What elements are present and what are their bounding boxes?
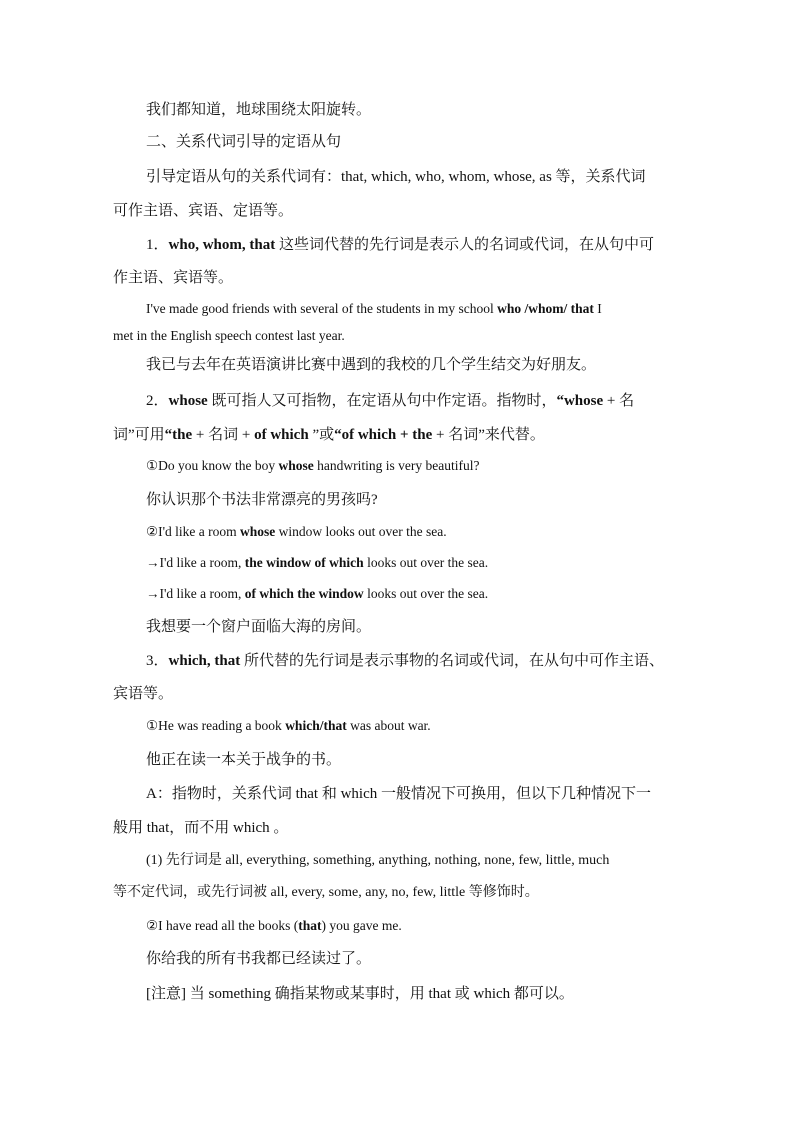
sentence-earth-translation: 我们都知道，地球围绕太阳旋转。 (146, 102, 372, 118)
example-text: window looks out over the sea. (275, 524, 447, 539)
case-1-cont: 等不定代词，或先行词被 all, every, some, any, no, few, little 等修饰时。 (113, 885, 539, 900)
example-text: →I'd like a room, (146, 555, 245, 570)
rule-text: 所代替的先行词是表示事物的名词或代词，在从句中可作主语、 (240, 653, 664, 669)
example-text: ②I have read all the books ( (146, 918, 299, 933)
rule-text: ”或 (308, 427, 335, 443)
paragraph-intro: 引导定语从句的关系代词有：that, which, who, whom, whose, as 等，关系代词 (146, 169, 646, 185)
rule-text: 既可指人又可指物，在定语从句中作定语。指物时， (207, 393, 557, 409)
rule-keyword: “of which + the (334, 427, 433, 443)
example-keyword: the window of which (244, 555, 364, 570)
example-keyword: of which the window (244, 586, 364, 601)
example-sentence (146, 555, 488, 571)
example-text: looks out over the sea. (363, 586, 489, 601)
case-1: (1) 先行词是 all, everything, something, anything, nothing, none, few, little, much (146, 853, 610, 868)
example-sentence-cont: met in the English speech contest last year. (113, 328, 345, 343)
example-translation: 我想要一个窗户面临大海的房间。 (146, 619, 372, 635)
example-sentence (146, 458, 479, 474)
rule-text: + 名 (603, 393, 635, 409)
rule-text: 词”可用 (113, 427, 165, 443)
example-sentence (146, 718, 431, 734)
rule-text: 这些词代替的先行词是表示人的名词或代词，在从句中可 (275, 237, 654, 253)
example-text: ①He was reading a book (146, 718, 286, 733)
example-sentence (146, 586, 488, 602)
example-translation: 你认识那个书法非常漂亮的男孩吗? (146, 492, 378, 508)
example-text: handwriting is very beautiful? (313, 458, 480, 473)
example-text: ①Do you know the boy (146, 458, 279, 473)
rule-text: + 名词”来代替。 (432, 427, 545, 443)
rule-1 (146, 236, 654, 254)
example-text: →I'd like a room, (146, 586, 245, 601)
example-text: was about war. (346, 718, 431, 733)
rule-text: + 名词 + (192, 427, 255, 443)
example-sentence (146, 524, 447, 540)
attention-note: [注意] 当 something 确指某物或某事时，用 that 或 which 都可以。 (146, 986, 574, 1002)
example-keyword: that (298, 918, 322, 933)
example-translation: 你给我的所有书我都已经读过了。 (146, 951, 372, 967)
rule-3-cont: 宾语等。 (113, 686, 174, 702)
rule-number: 3． (146, 653, 169, 669)
example-text: I've made good friends with several of the students in my school (146, 301, 498, 316)
example-keyword: whose (278, 458, 314, 473)
rule-2-cont (113, 426, 545, 444)
example-keyword: who /whom/ that (497, 301, 594, 316)
rule-3 (146, 652, 664, 670)
example-translation: 他正在读一本关于战争的书。 (146, 752, 342, 768)
rule-1-cont: 作主语、宾语等。 (113, 270, 234, 286)
example-keyword: which/that (285, 718, 347, 733)
rule-keyword: which, that (168, 653, 241, 669)
rule-keyword: whose (168, 393, 208, 409)
rule-2 (146, 392, 634, 410)
rule-keyword: of which (254, 427, 309, 443)
rule-keyword: “the (164, 427, 193, 443)
example-text: ②I'd like a room (146, 524, 241, 539)
rule-number: 2． (146, 393, 169, 409)
example-text: ) you gave me. (321, 918, 402, 933)
paragraph-intro-cont: 可作主语、宾语、定语等。 (113, 203, 294, 219)
example-text: looks out over the sea. (363, 555, 489, 570)
section-heading: 二、关系代词引导的定语从句 (146, 134, 342, 150)
example-keyword: whose (240, 524, 276, 539)
example-text: I (593, 301, 602, 316)
example-sentence (146, 301, 602, 317)
note-a-cont: 般用 that，而不用 which 。 (113, 820, 289, 836)
note-a: A：指物时，关系代词 that 和 which 一般情况下可换用，但以下几种情况下一 (146, 786, 651, 802)
rule-keyword: who, whom, that (168, 237, 276, 253)
example-translation: 我已与去年在英语演讲比赛中遇到的我校的几个学生结交为好朋友。 (146, 357, 597, 373)
example-sentence (146, 918, 402, 934)
rule-keyword: “whose (556, 393, 604, 409)
rule-number: 1． (146, 237, 169, 253)
